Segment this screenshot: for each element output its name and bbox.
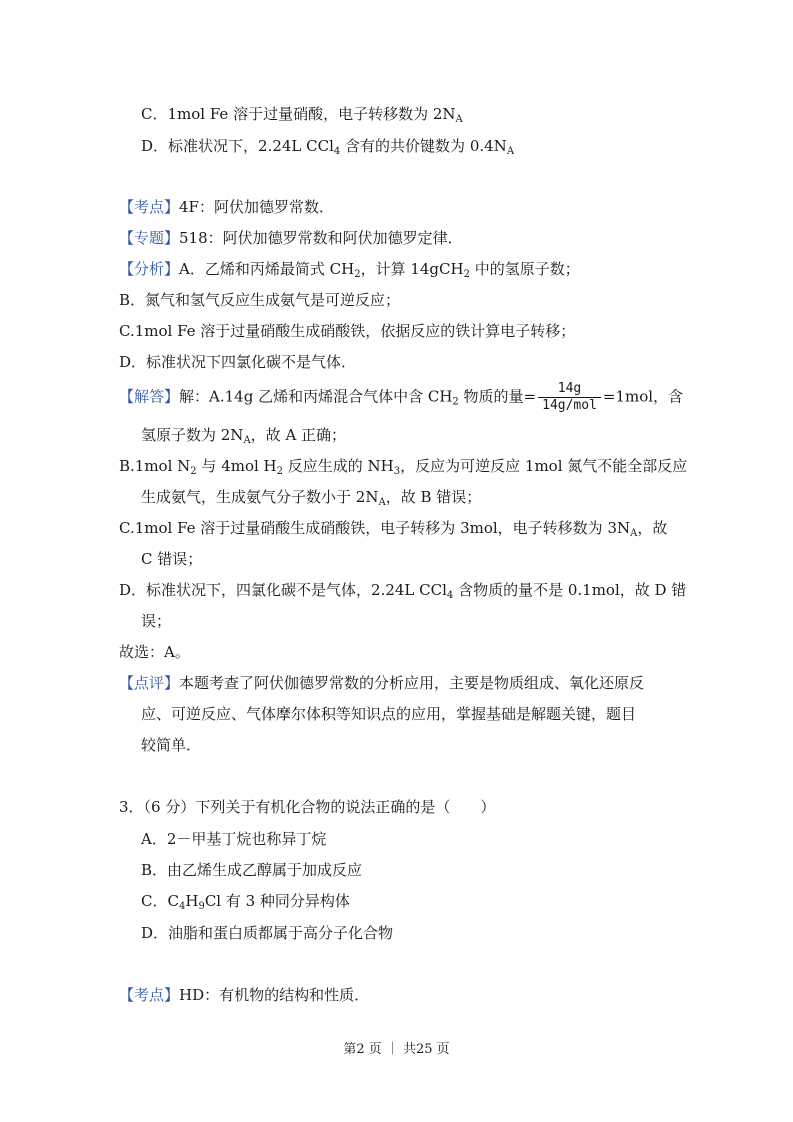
q2-dianping: 【点评】本题考查了阿伏伽德罗常数的分析应用，主要是物质组成、氧化还原反 bbox=[119, 674, 645, 692]
q3-option-a: A．2－甲基丁烷也称异丁烷 bbox=[141, 830, 327, 848]
q2-zhuanti: 【专题】518：阿伏加德罗常数和阿伏加德罗定律． bbox=[119, 229, 463, 247]
q2-jieda-c: C.1mol Fe 溶于过量硝酸生成硝酸铁，电子转移为 3mol，电子转移数为 $3N_A$，故 bbox=[119, 519, 668, 539]
dianping-label: 【点评】 bbox=[119, 674, 180, 692]
q2-fenxi: 【分析】A．乙烯和丙烯最简式 $CH_2$，计算 14gCH$_2$ 中的氢原子数； bbox=[119, 260, 580, 280]
q2-jieda-c-cont: C 错误； bbox=[141, 550, 203, 568]
q3-stem: 3．（6 分）下列关于有机化合物的说法正确的是（ ） bbox=[119, 798, 496, 816]
q2-fenxi-d: D．标准状况下四氯化碳不是气体． bbox=[119, 353, 357, 371]
q2-fenxi-c: C.1mol Fe 溶于过量硝酸生成硝酸铁，依据反应的铁计算电子转移； bbox=[119, 322, 576, 340]
page-footer: 第2 页 ｜ 共25 页 bbox=[343, 1042, 450, 1057]
q2-jieda-d-cont: 误； bbox=[141, 612, 172, 630]
fraction: $\frac{14g}{\text{14g/mol}}$ bbox=[538, 381, 601, 414]
q2-jieda-b: B.1mol $N_2$ 与 4mol $H_2$ 反应生成的 $NH_3$，反应为可逆反应 1mol 氮气不能全部反应 bbox=[119, 457, 688, 477]
q2-fenxi-b: B．氮气和氢气反应生成氨气是可逆反应； bbox=[119, 291, 401, 309]
q2-dianping-2: 应、可逆反应、气体摩尔体积等知识点的应用，掌握基础是解题关键，题目 bbox=[141, 705, 637, 723]
q2-option-d: D．标准状况下，2.24L CCl$_4$ 含有的共价键数为 $0.4N_A$ bbox=[141, 137, 515, 157]
q2-jieda-b-cont: 生成氨气，生成氨气分子数小于 $2N_A$，故 B 错误； bbox=[141, 488, 482, 508]
q2-dianping-3: 较简单． bbox=[141, 736, 202, 754]
q2-jieda-a: 【解答】解：A.14g 乙烯和丙烯混合气体中含 $CH_2$ 物质的量= $\frac{14g}{\text{14g/mol}}$ =1mol，含 bbox=[119, 381, 684, 413]
kaodian-label: 【考点】 bbox=[119, 986, 180, 1004]
q2-kaodian: 【考点】4F：阿伏加德罗常数． bbox=[119, 198, 334, 216]
q3-option-c: C．$C_4H_9Cl$ 有 3 种同分异构体 bbox=[141, 892, 350, 912]
q2-jieda-a-cont: 氢原子数为 $2N_A$，故 A 正确； bbox=[141, 426, 347, 446]
q3-kaodian: 【考点】HD：有机物的结构和性质． bbox=[119, 986, 370, 1004]
q2-answer: 故选：A。 bbox=[119, 643, 190, 661]
zhuanti-label: 【专题】 bbox=[119, 229, 180, 247]
fenxi-label: 【分析】 bbox=[119, 260, 180, 278]
q2-jieda-d: D．标准状况下，四氯化碳不是气体，2.24L CCl$_4$ 含物质的量不是 0.1mol，故 D 错 bbox=[119, 581, 687, 601]
q2-option-c: C．1mol Fe 溶于过量硝酸，电子转移数为 $2N_A$ bbox=[141, 105, 463, 125]
q3-option-b: B．由乙烯生成乙醇属于加成反应 bbox=[141, 861, 363, 879]
kaodian-label: 【考点】 bbox=[119, 198, 180, 216]
q3-option-d: D．油脂和蛋白质都属于高分子化合物 bbox=[141, 924, 394, 942]
jieda-label: 【解答】 bbox=[119, 387, 180, 406]
